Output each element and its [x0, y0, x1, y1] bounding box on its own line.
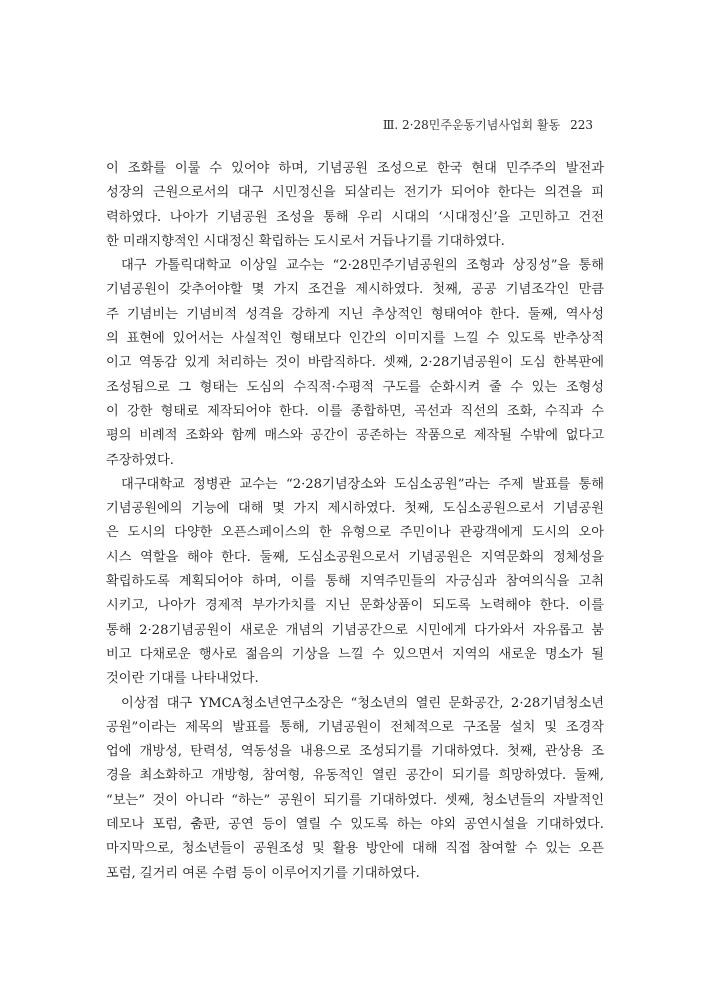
text-line: 이 강한 형태로 제작되어야 한다. 이를 종합하면, 곡선과 직선의 조화, 수직과 수 [106, 403, 604, 419]
text-line: 평의 비례적 조화와 함께 매스와 공간이 공존하는 작품으로 제작될 수밖에 없다고 [106, 428, 604, 444]
paragraph [106, 473, 604, 692]
text-line: 시키고, 나아가 경제적 부가가치를 지닌 문화상품이 되도록 노력해야 한다. 이를 [106, 598, 604, 614]
text-line: 확립하도록 계획되어야 하며, 이를 통해 지역주민들의 자긍심과 참여의식을 고취 [106, 574, 604, 590]
paragraph [106, 157, 604, 254]
text-line: 포럼, 길거리 여론 수렴 등이 이루어지기를 기대하였다. [106, 865, 420, 881]
page-number: 223 [570, 118, 593, 132]
text-line: 은 도시의 다양한 오픈스페이스의 한 유형으로 주민이나 관광객에게 도시의 오아 [106, 525, 604, 541]
text-line: 대구대학교 정병관 교수는 “2·28기념장소와 도심소공원”라는 주제 발표를 통해 [121, 476, 604, 492]
text-line: 것이란 기대를 나타내었다. [106, 671, 259, 687]
text-line: 기념공원에의 기능에 대해 몇 가지 제시하였다. 첫째, 도심소공원으로서 기념공원 [106, 501, 604, 517]
text-line: 이고 역동감 있게 처리하는 것이 바람직하다. 셋째, 2·28기념공원이 도심 한복판에 [106, 355, 604, 371]
text-line: 통해 2·28기념공원이 새로운 개념의 기념공간으로 시민에게 다가와서 자유롭고 붐 [106, 622, 604, 638]
text-line: 의 표현에 있어서는 사실적인 형태보다 인간의 이미지를 느낄 수 있도록 반추상적 [106, 331, 604, 347]
text-line: 데모나 포럼, 춤판, 공연 등이 열릴 수 있도록 하는 야외 공연시설을 기대하였다. [106, 817, 604, 833]
text-line: 주 기념비는 기념비적 성격을 강하게 지닌 추상적인 형태여야 한다. 둘째, 역사성 [106, 306, 604, 322]
text-line: 비고 다채로운 행사로 젊음의 기상을 느낄 수 있으면서 지역의 새로운 명소가 될 [106, 646, 604, 662]
text-line: 한 미래지향적인 시대정신 확립하는 도시로서 거듭나기를 기대하였다. [106, 233, 505, 249]
running-header [383, 116, 593, 133]
text-line: 이 조화를 이룰 수 있어야 하며, 기념공원 조성으로 한국 현대 민주주의 발전과 [106, 161, 604, 176]
text-line: 조성됨으로 그 형태는 도심의 수직적·수평적 구도를 순화시켜 줄 수 있는 조형성 [106, 379, 604, 395]
paragraph [106, 692, 604, 886]
text-line: 기념공원이 갖추어야할 몇 가지 조건을 제시하였다. 첫째, 공공 기념조각인 만큼 [106, 282, 604, 298]
text-line: 대구 가톨릭대학교 이상일 교수는 “2·28민주기념공원의 조형과 상징성”을 통해 [121, 258, 604, 274]
text-line: 주장하였다. [106, 452, 174, 468]
text-line: 력하였다. 나아가 기념공원 조성을 통해 우리 시대의 ‘시대정신’을 고민하고 건전 [106, 209, 604, 225]
paragraph [106, 254, 604, 473]
text-line: 성장의 근원으로서의 대구 시민정신을 되살리는 전기가 되어야 한다는 의견을 피 [106, 185, 604, 201]
text-line: 시스 역할을 해야 한다. 둘째, 도심소공원으로서 기념공원은 지역문화의 정체성을 [106, 549, 604, 565]
text-line: 마지막으로, 청소년들이 공원조성 및 활용 방안에 대해 직접 참여할 수 있는 오픈 [106, 841, 604, 857]
text-line: 업에 개방성, 탄력성, 역동성을 내용으로 조성되기를 기대하였다. 첫째, 관상용 조 [106, 744, 604, 760]
text-line: 이상점 대구 YMCA청소년연구소장은 “청소년의 열린 문화공간, 2·28기념청소년 [121, 695, 604, 711]
text-line: 경을 최소화하고 개방형, 참여형, 유동적인 열린 공간이 되기를 희망하였다. 둘째, [106, 768, 604, 784]
text-line: 공원”이라는 제목의 발표를 통해, 기념공원이 전체적으로 구조물 설치 및 조경작 [106, 719, 604, 735]
section-title: Ⅲ. 2·28민주운동기념사업회 활동 [382, 118, 561, 132]
text-line: “보는” 것이 아니라 “하는” 공원이 되기를 기대하였다. 셋째, 청소년들의 자발적인 [106, 792, 604, 808]
body-text [106, 157, 604, 886]
